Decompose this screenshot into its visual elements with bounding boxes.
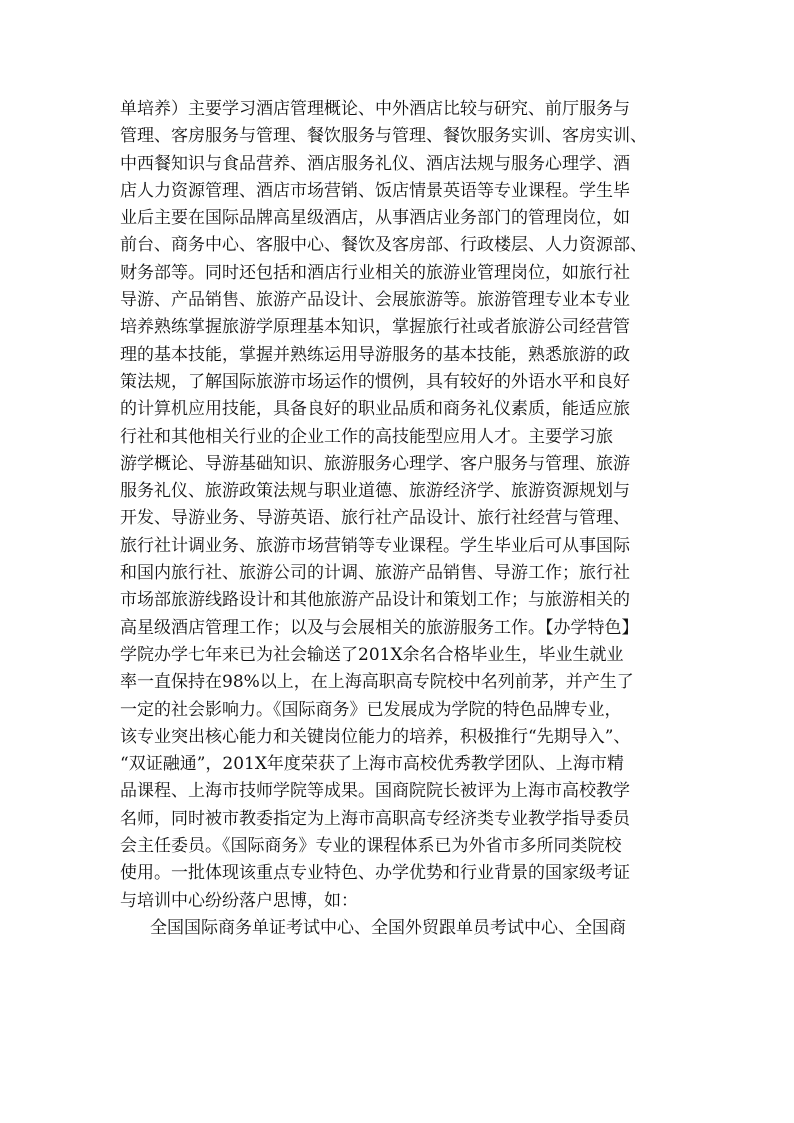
text-line: 品课程、上海市技师学院等成果。国商院院长被评为上海市高校教学 bbox=[120, 781, 630, 802]
text-line: 前台、商务中心、客服中心、餐饮及客房部、行政楼层、人力资源部、 bbox=[120, 235, 647, 256]
text-line: 财务部等。同时还包括和酒店行业相关的旅游业管理岗位，如旅行社 bbox=[120, 262, 630, 283]
text-line: 导游、产品销售、旅游产品设计、会展旅游等。旅游管理专业本专业 bbox=[120, 290, 630, 311]
text-line: 的计算机应用技能，具备良好的职业品质和商务礼仪素质，能适应旅 bbox=[120, 399, 630, 420]
text-line: 行社和其他相关行业的企业工作的高技能型应用人才。主要学习旅 bbox=[120, 426, 613, 447]
text-line: 旅行社计调业务、旅游市场营销等专业课程。学生毕业后可从事国际 bbox=[120, 535, 630, 556]
text-line: 开发、导游业务、导游英语、旅行社产品设计、旅行社经营与管理、 bbox=[120, 508, 630, 529]
text-line: 使用。一批体现该重点专业特色、办学优势和行业背景的国家级考证 bbox=[120, 863, 630, 884]
text-line: 高星级酒店管理工作；以及与会展相关的旅游服务工作。【办学特色】 bbox=[120, 617, 639, 638]
text-line: 业后主要在国际品牌高星级酒店，从事酒店业务部门的管理岗位，如 bbox=[120, 208, 630, 229]
text-line: 市场部旅游线路设计和其他旅游产品设计和策划工作；与旅游相关的 bbox=[120, 590, 630, 611]
text-line-indented: 全国国际商务单证考试中心、全国外贸跟单员考试中心、全国商 bbox=[150, 917, 626, 938]
text-line: 与培训中心纷纷落户思博，如： bbox=[120, 890, 358, 911]
text-line: 培养熟练掌握旅游学原理基本知识，掌握旅行社或者旅游公司经营管 bbox=[120, 317, 630, 338]
text-line: 率一直保持在98%以上，在上海高职高专院校中名列前茅，并产生了 bbox=[120, 672, 634, 693]
text-line: 和国内旅行社、旅游公司的计调、旅游产品销售、导游工作；旅行社 bbox=[120, 563, 630, 584]
text-line: “双证融通”，201X年度荣获了上海市高校优秀教学团队、上海市精 bbox=[120, 754, 624, 775]
text-line: 单培养）主要学习酒店管理概论、中外酒店比较与研究、前厅服务与 bbox=[120, 99, 630, 119]
text-line: 店人力资源管理、酒店市场营销、饭店情景英语等专业课程。学生毕 bbox=[120, 180, 630, 201]
text-line: 会主任委员。《国际商务》专业的课程体系已为外省市多所同类院校 bbox=[120, 836, 622, 857]
text-line: 学院办学七年来已为社会输送了201X余名合格毕业生，毕业生就业 bbox=[120, 644, 624, 665]
text-line: 服务礼仪、旅游政策法规与职业道德、旅游经济学、旅游资源规划与 bbox=[120, 481, 630, 502]
text-line: 理的基本技能，掌握并熟练运用导游服务的基本技能，熟悉旅游的政 bbox=[120, 344, 630, 365]
text-line: 中西餐知识与食品营养、酒店服务礼仪、酒店法规与服务心理学、酒 bbox=[120, 153, 630, 174]
text-line: 一定的社会影响力。《国际商务》已发展成为学院的特色品牌专业， bbox=[120, 699, 622, 720]
text-line: 该专业突出核心能力和关键岗位能力的培养，积极推行“先期导入”、 bbox=[120, 726, 631, 747]
text-line: 管理、客房服务与管理、餐饮服务与管理、餐饮服务实训、客房实训、 bbox=[120, 126, 647, 147]
text-line: 策法规，了解国际旅游市场运作的惯例，具有较好的外语水平和良好 bbox=[120, 371, 630, 392]
text-line: 游学概论、导游基础知识、旅游服务心理学、客户服务与管理、旅游 bbox=[120, 453, 630, 474]
body-text bbox=[120, 96, 680, 942]
text-line: 名师，同时被市教委指定为上海市高职高专经济类专业教学指导委员 bbox=[120, 808, 630, 829]
